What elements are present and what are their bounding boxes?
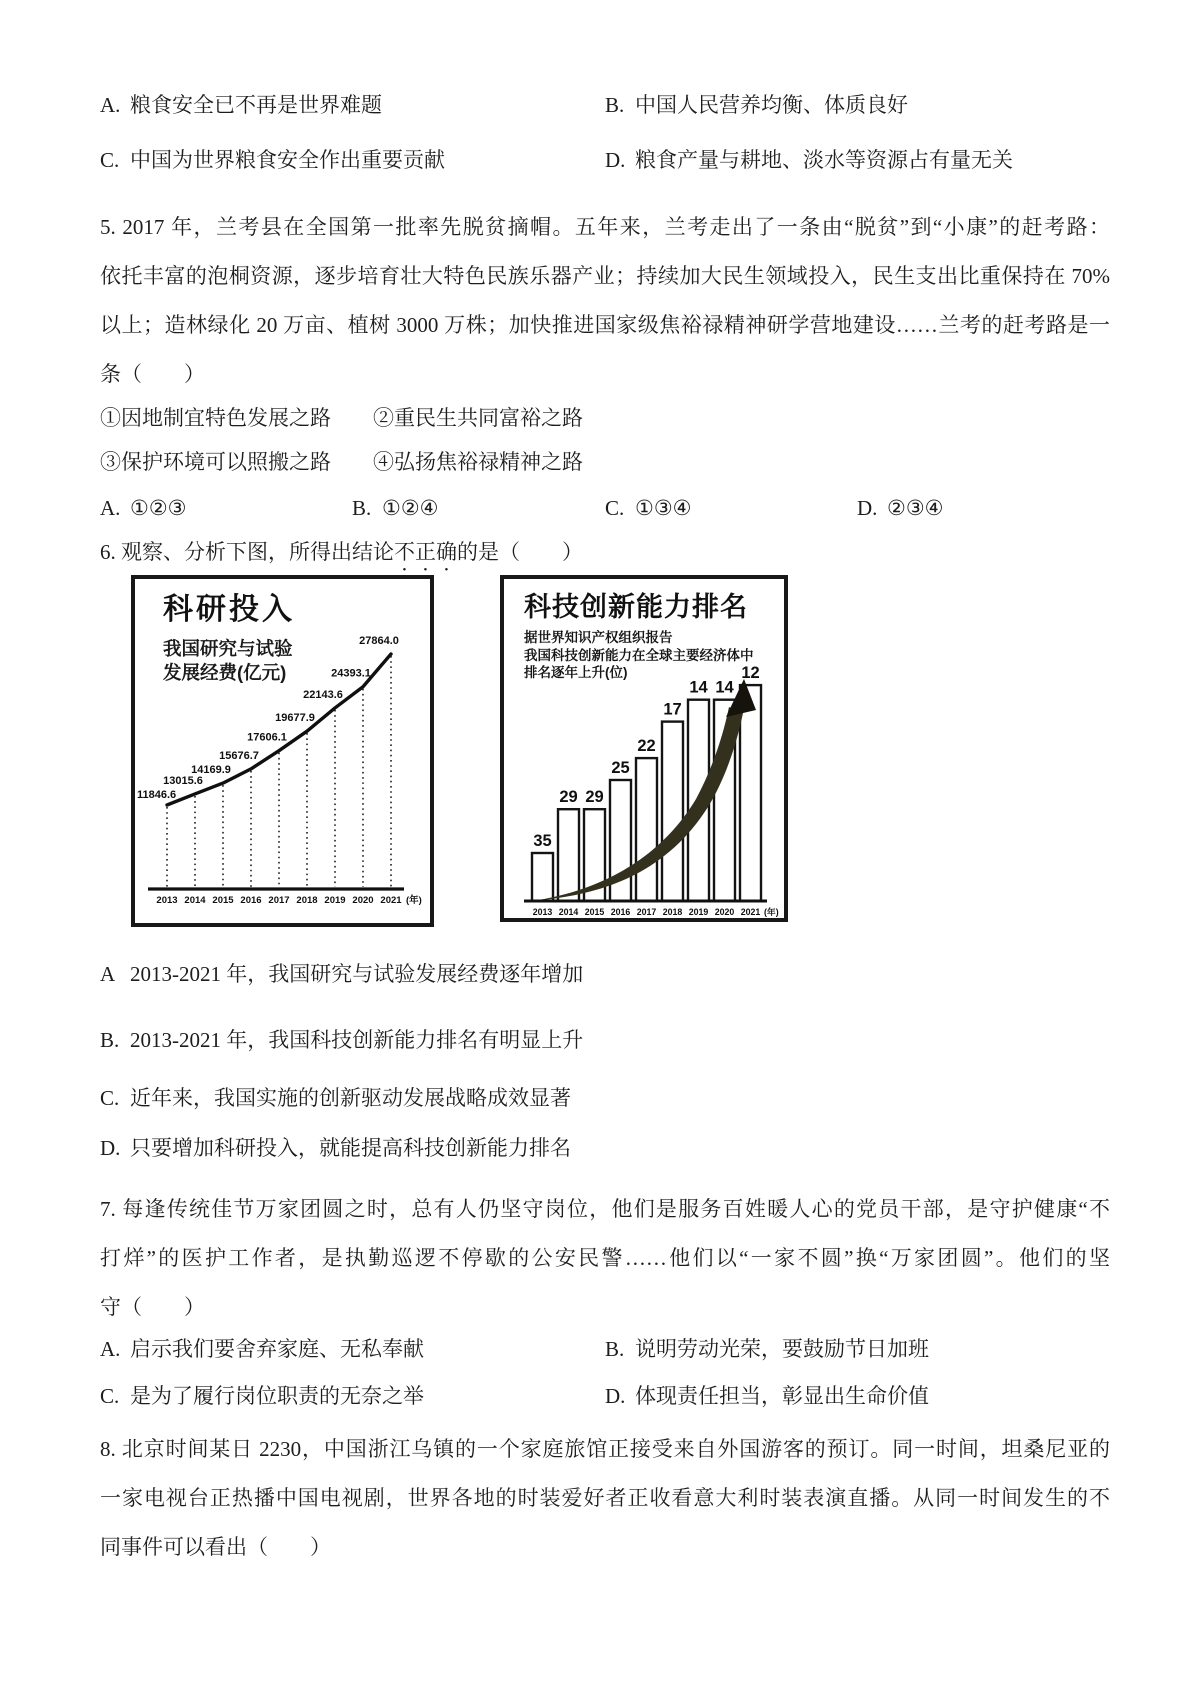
q7-stem-line-2: 打烊”的医护工作者，是执勤巡逻不停歇的公安民警……他们以“一家不圆”换“万家团圆”。他们的坚 <box>100 1246 1110 1270</box>
svg-text:2020: 2020 <box>714 907 735 917</box>
svg-text:2016: 2016 <box>240 895 262 906</box>
q5-option-a: A. ①②③ <box>100 496 187 520</box>
q5-stem-line-1: 5. 2017 年，兰考县在全国第一批率先脱贫摘帽。五年来，兰考走出了一条由“脱贫”到“小康”的赶考路： <box>100 215 1110 239</box>
svg-text:22: 22 <box>637 737 656 756</box>
q6-option-a: A 2013-2021 年，我国研究与试验发展经费逐年增加 <box>100 962 584 986</box>
q6-option-c: C. 近年来，我国实施的创新驱动发展战略成效显著 <box>100 1086 571 1110</box>
q4-option-b: B. 中国人民营养均衡、体质良好 <box>605 93 908 117</box>
q5-stem-line-2: 依托丰富的泡桐资源，逐步培育壮大特色民族乐器产业；持续加大民生领域投入，民生支出比重保持在 70% <box>100 264 1110 288</box>
svg-text:2015: 2015 <box>584 907 605 917</box>
q7-option-c: C. 是为了履行岗位职责的无奈之举 <box>100 1384 424 1408</box>
svg-text:2016: 2016 <box>610 907 631 917</box>
svg-text:2013: 2013 <box>156 895 178 906</box>
svg-text:2017: 2017 <box>268 895 290 906</box>
svg-text:22143.6: 22143.6 <box>303 688 343 701</box>
svg-text:24393.1: 24393.1 <box>331 667 371 680</box>
q8-stem-line-3: 同事件可以看出（ ） <box>100 1535 331 1559</box>
q5-items-1-2: ①因地制宜特色发展之路 ②重民生共同富裕之路 <box>100 406 583 430</box>
svg-text:2021: 2021 <box>740 907 761 917</box>
svg-text:2019: 2019 <box>688 907 709 917</box>
innovation-ranking-chart <box>500 575 788 922</box>
svg-text:13015.6: 13015.6 <box>163 774 203 787</box>
q5-stem-line-3: 以上；造林绿化 20 万亩、植树 3000 万株；加快推进国家级焦裕禄精神研学营地建设……兰考的赶考路是一 <box>100 313 1110 337</box>
svg-text:2021: 2021 <box>380 895 402 906</box>
svg-text:2020: 2020 <box>352 895 374 906</box>
svg-text:14169.9: 14169.9 <box>191 764 231 777</box>
svg-text:29: 29 <box>559 788 578 807</box>
q7-stem-line-1: 7. 每逢传统佳节万家团圆之时，总有人仍坚守岗位，他们是服务百姓暖人心的党员干部，是守护健康“不 <box>100 1197 1110 1221</box>
line-plot <box>135 579 430 923</box>
q4-options-row-1 <box>100 90 1110 120</box>
svg-text:17: 17 <box>663 700 682 719</box>
q7-option-d: D. 体现责任担当，彰显出生命价值 <box>605 1384 929 1408</box>
svg-text:(年): (年) <box>406 895 422 906</box>
q5-options-row <box>100 493 1110 523</box>
q4-option-d: D. 粮食产量与耕地、淡水等资源占有量无关 <box>605 148 1013 172</box>
q7-options-row-1 <box>100 1334 1110 1364</box>
research-investment-chart <box>131 575 434 927</box>
q7-options-row-2 <box>100 1381 1110 1411</box>
svg-text:15676.7: 15676.7 <box>219 749 259 762</box>
q7-stem-line-3: 守（ ） <box>100 1295 205 1319</box>
svg-text:25: 25 <box>611 759 630 777</box>
q6-charts-row <box>100 575 1110 927</box>
svg-text:19677.9: 19677.9 <box>275 712 315 725</box>
svg-text:2019: 2019 <box>324 895 346 906</box>
q6-option-b: B. 2013-2021 年，我国科技创新能力排名有明显上升 <box>100 1028 584 1052</box>
q6-option-d: D. 只要增加科研投入，就能提高科技创新能力排名 <box>100 1136 571 1160</box>
q4-option-a: A. 粮食安全已不再是世界难题 <box>100 93 382 117</box>
svg-text:2017: 2017 <box>636 907 657 917</box>
svg-text:(年): (年) <box>764 907 779 917</box>
svg-text:2018: 2018 <box>662 907 683 917</box>
svg-text:17606.1: 17606.1 <box>247 731 287 744</box>
svg-text:2015: 2015 <box>212 895 234 906</box>
q5-stem-line-4: 条（ ） <box>100 362 205 386</box>
q6-stem: 6. 观察、分析下图，所得出结论不正确的是（ ） <box>100 540 583 564</box>
q4-options-row-2 <box>100 145 1110 175</box>
q5-stem <box>100 203 1110 399</box>
svg-text:2014: 2014 <box>184 895 206 906</box>
q7-stem <box>100 1185 1110 1332</box>
q6-emphasized-text: 不正确 <box>394 540 457 564</box>
bar-chart-title: 科技创新能力排名 <box>524 592 748 622</box>
svg-text:14: 14 <box>689 678 708 697</box>
svg-text:35: 35 <box>533 832 552 850</box>
q7-option-b: B. 说明劳动光荣，要鼓励节日加班 <box>605 1337 929 1361</box>
q8-stem-line-1: 8. 北京时间某日 2230，中国浙江乌镇的一个家庭旅馆正接受来自外国游客的预订。同一时间，坦桑尼亚的 <box>100 1437 1110 1461</box>
q4-option-c: C. 中国为世界粮食安全作出重要贡献 <box>100 148 445 172</box>
svg-text:12: 12 <box>741 664 760 683</box>
q5-option-c: C. ①③④ <box>605 496 692 520</box>
q8-stem <box>100 1425 1110 1572</box>
svg-text:14: 14 <box>715 678 734 697</box>
svg-text:11846.6: 11846.6 <box>137 789 177 801</box>
svg-text:27864.0: 27864.0 <box>359 635 399 647</box>
q5-option-d: D. ②③④ <box>857 496 944 520</box>
q5-items-3-4: ③保护环境可以照搬之路 ④弘扬焦裕禄精神之路 <box>100 450 583 474</box>
svg-text:2018: 2018 <box>296 895 318 906</box>
q5-option-b: B. ①②④ <box>352 496 439 520</box>
svg-text:29: 29 <box>585 788 604 807</box>
bar-chart-subtitle: 据世界知识产权组织报告 我国科技创新能力在全球主要经济体中 排名逐年上升(位) <box>524 630 754 680</box>
svg-text:2013: 2013 <box>532 907 553 917</box>
q8-stem-line-2: 一家电视台正热播中国电视剧，世界各地的时装爱好者正收看意大利时装表演直播。从同一时间发生的不 <box>100 1486 1110 1510</box>
q7-option-a: A. 启示我们要舍弃家庭、无私奉献 <box>100 1337 424 1361</box>
line-chart-ylabel: 我国研究与试验 发展经费(亿元) <box>163 638 293 683</box>
line-chart-title: 科研投入 <box>163 593 295 626</box>
svg-text:2014: 2014 <box>558 907 579 917</box>
